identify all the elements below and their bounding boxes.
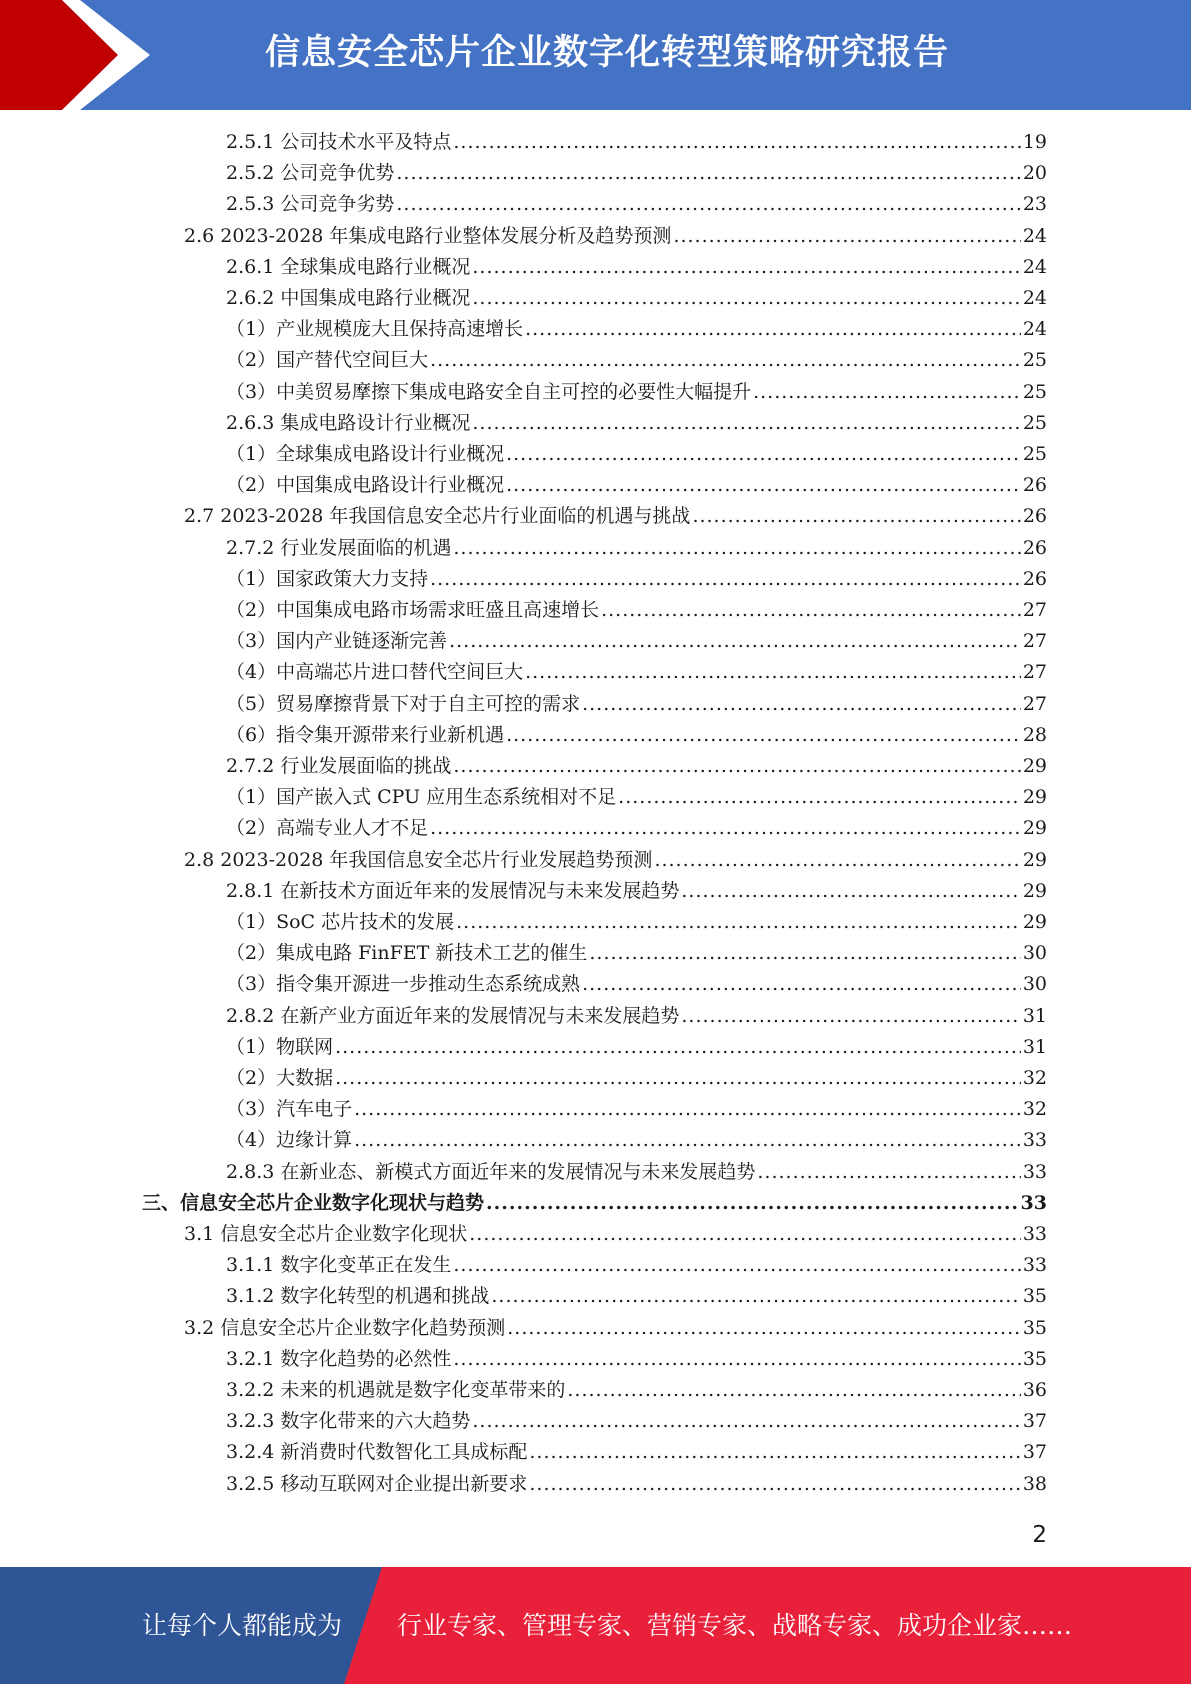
toc-entry[interactable] bbox=[226, 377, 1047, 407]
toc-entry-page: 26 bbox=[1022, 505, 1047, 528]
toc-entry-page: 25 bbox=[1022, 380, 1047, 403]
toc-entry-page: 32 bbox=[1022, 1067, 1047, 1089]
toc-entry-title: 3.2.2 未来的机遇就是数字化变革带来的 bbox=[226, 1379, 566, 1401]
toc-entry-title: （2）高端专业人才不足 bbox=[226, 817, 429, 840]
toc-entry-title: （1）国家政策大力支持 bbox=[226, 567, 429, 590]
toc-entry-title: 2.5.3 公司竞争劣势 bbox=[226, 193, 395, 216]
toc-leader-dots bbox=[354, 1125, 1021, 1155]
toc-entry-title: 3.2 信息安全芯片企业数字化趋势预测 bbox=[184, 1316, 506, 1339]
toc-entry-page: 37 bbox=[1022, 1441, 1047, 1464]
toc-entry-page: 35 bbox=[1022, 1316, 1047, 1339]
toc-entry[interactable] bbox=[226, 1063, 1047, 1093]
toc-leader-dots bbox=[430, 345, 1021, 375]
toc-leader-dots bbox=[430, 564, 1021, 594]
toc-entry[interactable] bbox=[226, 813, 1047, 843]
toc-entry-title: 2.6.1 全球集成电路行业概况 bbox=[226, 255, 471, 278]
toc-leader-dots bbox=[589, 938, 1020, 968]
toc-entry-title: 2.8 2023-2028 年我国信息安全芯片行业发展趋势预测 bbox=[184, 848, 653, 871]
toc-entry[interactable] bbox=[226, 1344, 1047, 1374]
toc-entry-title: 2.8.2 在新产业方面近年来的发展情况与未来发展趋势 bbox=[226, 1004, 680, 1027]
toc-entry-page: 26 bbox=[1022, 474, 1047, 497]
toc-entry-title: （2）中国集成电路设计行业概况 bbox=[226, 474, 505, 497]
toc-leader-dots bbox=[335, 1032, 1021, 1062]
toc-entry-title: 3.1.1 数字化变革正在发生 bbox=[226, 1254, 452, 1277]
toc-entry-page: 29 bbox=[1022, 848, 1047, 871]
toc-entry-title: 三、信息安全芯片企业数字化现状与趋势 bbox=[142, 1191, 485, 1214]
toc-entry-title: （6）指令集开源带来行业新机遇 bbox=[226, 723, 505, 746]
toc-entry[interactable] bbox=[184, 845, 1047, 875]
toc-entry[interactable] bbox=[226, 283, 1047, 313]
toc-entry-title: 3.2.1 数字化趋势的必然性 bbox=[226, 1347, 452, 1370]
toc-entry[interactable] bbox=[226, 564, 1047, 594]
toc-leader-dots bbox=[469, 1219, 1021, 1249]
header-arrow-decoration bbox=[0, 0, 160, 110]
toc-entry[interactable] bbox=[226, 439, 1047, 469]
toc-entry[interactable] bbox=[226, 595, 1047, 625]
toc-leader-dots bbox=[453, 1250, 1020, 1280]
toc-entry-page: 20 bbox=[1022, 162, 1047, 185]
toc-leader-dots bbox=[354, 1094, 1021, 1124]
toc-entry-page: 33 bbox=[1022, 1223, 1047, 1245]
toc-entry[interactable] bbox=[184, 221, 1047, 251]
toc-entry-title: （5）贸易摩擦背景下对于自主可控的需求 bbox=[226, 692, 581, 715]
toc-leader-dots bbox=[335, 1063, 1021, 1093]
toc-entry[interactable] bbox=[226, 1157, 1047, 1187]
toc-entry[interactable] bbox=[226, 720, 1047, 750]
toc-entry[interactable] bbox=[226, 470, 1047, 500]
toc-entry[interactable] bbox=[226, 907, 1047, 937]
toc-entry-page: 29 bbox=[1022, 786, 1047, 809]
toc-entry[interactable] bbox=[142, 1188, 1047, 1218]
toc-entry-title: 2.8.3 在新业态、新模式方面近年来的发展情况与未来发展趋势 bbox=[226, 1160, 756, 1183]
toc-entry-title: （2）中国集成电路市场需求旺盛且高速增长 bbox=[226, 599, 600, 621]
toc-entry-title: 2.7.2 行业发展面临的挑战 bbox=[226, 755, 452, 777]
toc-entry-page: 25 bbox=[1022, 443, 1047, 465]
toc-entry-page: 29 bbox=[1022, 755, 1047, 777]
toc-leader-dots bbox=[472, 283, 1020, 313]
toc-entry-page: 35 bbox=[1022, 1347, 1047, 1370]
toc-entry[interactable] bbox=[226, 1281, 1047, 1311]
toc-leader-dots bbox=[506, 720, 1021, 750]
toc-entry-title: （4）边缘计算 bbox=[226, 1129, 353, 1152]
toc-entry-title: 2.5.2 公司竞争优势 bbox=[226, 162, 395, 185]
toc-entry-title: （1）物联网 bbox=[226, 1035, 334, 1058]
toc-entry-title: （3）汽车电子 bbox=[226, 1098, 353, 1121]
toc-leader-dots bbox=[456, 907, 1021, 937]
page-footer bbox=[0, 1567, 1191, 1684]
toc-entry-title: （2）国产替代空间巨大 bbox=[226, 349, 429, 372]
toc-entry[interactable] bbox=[226, 533, 1047, 563]
toc-entry-page: 27 bbox=[1022, 661, 1047, 684]
toc-entry[interactable] bbox=[226, 938, 1047, 968]
toc-leader-dots bbox=[529, 1469, 1020, 1499]
toc-entry-title: 2.6.2 中国集成电路行业概况 bbox=[226, 287, 471, 309]
toc-entry-title: 3.1 信息安全芯片企业数字化现状 bbox=[184, 1223, 468, 1245]
toc-entry[interactable] bbox=[226, 408, 1047, 438]
toc-leader-dots bbox=[449, 626, 1021, 656]
toc-entry-title: （3）中美贸易摩擦下集成电路安全自主可控的必要性大幅提升 bbox=[226, 380, 752, 403]
toc-entry[interactable] bbox=[184, 1219, 1047, 1249]
toc-entry-page: 30 bbox=[1022, 973, 1047, 996]
toc-entry-page: 30 bbox=[1022, 942, 1047, 965]
toc-leader-dots bbox=[618, 782, 1021, 812]
toc-leader-dots bbox=[582, 969, 1021, 999]
toc-entry-title: 2.7.2 行业发展面临的机遇 bbox=[226, 536, 452, 559]
toc-leader-dots bbox=[472, 408, 1020, 438]
toc-entry-page: 24 bbox=[1022, 318, 1047, 341]
toc-entry-page: 27 bbox=[1022, 630, 1047, 653]
toc-entry-title: （2）大数据 bbox=[226, 1067, 334, 1089]
toc-entry-page: 24 bbox=[1022, 255, 1047, 278]
toc-entry-page: 36 bbox=[1022, 1379, 1047, 1401]
toc-leader-dots bbox=[472, 252, 1020, 282]
toc-entry-page: 33 bbox=[1022, 1254, 1047, 1277]
toc-entry-title: 3.1.2 数字化转型的机遇和挑战 bbox=[226, 1285, 490, 1308]
toc-entry-page: 38 bbox=[1022, 1472, 1047, 1495]
toc-entry[interactable] bbox=[226, 158, 1047, 188]
toc-leader-dots bbox=[453, 751, 1020, 781]
toc-entry[interactable] bbox=[226, 689, 1047, 719]
toc-entry-page: 19 bbox=[1022, 131, 1047, 153]
toc-leader-dots bbox=[681, 1001, 1020, 1031]
toc-entry-page: 27 bbox=[1022, 599, 1047, 621]
page-header bbox=[0, 0, 1191, 110]
toc-leader-dots bbox=[472, 1406, 1020, 1436]
report-title: 信息安全芯片企业数字化转型策略研究报告 bbox=[265, 33, 950, 73]
toc-entry-title: （3）国内产业链逐渐完善 bbox=[226, 630, 448, 653]
toc-entry-title: 3.2.5 移动互联网对企业提出新要求 bbox=[226, 1472, 528, 1495]
toc-entry-page: 37 bbox=[1022, 1410, 1047, 1433]
toc-entry-page: 31 bbox=[1022, 1035, 1047, 1058]
toc-entry-page: 35 bbox=[1022, 1285, 1047, 1308]
toc-leader-dots bbox=[491, 1281, 1020, 1311]
toc-entry-title: 2.5.1 公司技术水平及特点 bbox=[226, 131, 452, 153]
toc-leader-dots bbox=[525, 657, 1021, 687]
toc-entry[interactable] bbox=[184, 501, 1047, 531]
toc-entry[interactable] bbox=[226, 1437, 1047, 1467]
toc-entry-page: 28 bbox=[1022, 723, 1047, 746]
toc-leader-dots bbox=[396, 189, 1020, 219]
toc-entry-page: 27 bbox=[1022, 692, 1047, 715]
toc-leader-dots bbox=[453, 533, 1020, 563]
toc-entry[interactable] bbox=[226, 657, 1047, 687]
toc-entry[interactable] bbox=[226, 314, 1047, 344]
toc-entry-title: （1）SoC 芯片技术的发展 bbox=[226, 911, 455, 933]
toc-entry-title: （1）国产嵌入式 CPU 应用生态系统相对不足 bbox=[226, 786, 617, 809]
toc-entry[interactable] bbox=[226, 751, 1047, 781]
toc-entry-page: 24 bbox=[1022, 224, 1047, 247]
toc-leader-dots bbox=[753, 377, 1021, 407]
toc-entry[interactable] bbox=[226, 626, 1047, 656]
toc-leader-dots bbox=[525, 314, 1021, 344]
toc-entry[interactable] bbox=[226, 969, 1047, 999]
toc-leader-dots bbox=[453, 1344, 1020, 1374]
toc-entry[interactable] bbox=[226, 1094, 1047, 1124]
toc-leader-dots bbox=[567, 1375, 1020, 1405]
toc-entry[interactable] bbox=[226, 1250, 1047, 1280]
toc-entry-title: （1）产业规模庞大且保持高速增长 bbox=[226, 318, 524, 341]
toc-entry[interactable] bbox=[226, 1406, 1047, 1436]
toc-leader-dots bbox=[430, 813, 1021, 843]
toc-leader-dots bbox=[654, 845, 1020, 875]
toc-entry[interactable] bbox=[226, 127, 1047, 157]
toc-entry-title: 2.6.3 集成电路设计行业概况 bbox=[226, 411, 471, 434]
toc-entry-page: 26 bbox=[1022, 536, 1047, 559]
toc-entry-page: 29 bbox=[1022, 879, 1047, 902]
toc-entry[interactable] bbox=[226, 1375, 1047, 1405]
toc-entry-page: 29 bbox=[1022, 817, 1047, 840]
footer-slogan-left: 让每个人都能成为 bbox=[142, 1611, 343, 1640]
toc-leader-dots bbox=[507, 1313, 1021, 1343]
toc-entry[interactable] bbox=[226, 1469, 1047, 1499]
toc-entry-title: 2.8.1 在新技术方面近年来的发展情况与未来发展趋势 bbox=[226, 879, 680, 902]
toc-entry-page: 26 bbox=[1022, 567, 1047, 590]
toc-leader-dots bbox=[601, 595, 1021, 625]
toc-entry-title: （2）集成电路 FinFET 新技术工艺的催生 bbox=[226, 942, 588, 965]
toc-leader-dots bbox=[681, 876, 1020, 906]
toc-entry-title: （4）中高端芯片进口替代空间巨大 bbox=[226, 661, 524, 684]
toc-entry-title: 2.7 2023-2028 年我国信息安全芯片行业面临的机遇与挑战 bbox=[184, 505, 691, 528]
toc-entry[interactable] bbox=[226, 1125, 1047, 1155]
toc-leader-dots bbox=[582, 689, 1021, 719]
toc-entry-page: 24 bbox=[1022, 287, 1047, 309]
toc-entry-page: 25 bbox=[1022, 349, 1047, 372]
toc-entry-title: 2.6 2023-2028 年集成电路行业整体发展分析及趋势预测 bbox=[184, 224, 672, 247]
toc-entry-title: 3.2.4 新消费时代数智化工具成标配 bbox=[226, 1441, 528, 1464]
footer-slogan-right: 行业专家、管理专家、营销专家、战略专家、成功企业家…… bbox=[397, 1611, 1073, 1640]
toc-entry[interactable] bbox=[226, 345, 1047, 375]
toc-leader-dots bbox=[757, 1157, 1020, 1187]
toc-entry-page: 33 bbox=[1022, 1160, 1047, 1183]
toc-entry[interactable] bbox=[226, 189, 1047, 219]
page-number: 2 bbox=[1032, 1522, 1047, 1548]
toc-leader-dots bbox=[506, 439, 1021, 469]
toc-entry-page: 23 bbox=[1022, 193, 1047, 216]
toc-entry[interactable] bbox=[184, 1313, 1047, 1343]
toc-leader-dots bbox=[453, 127, 1020, 157]
toc-entry-title: （1）全球集成电路设计行业概况 bbox=[226, 443, 505, 465]
toc-entry[interactable] bbox=[226, 876, 1047, 906]
toc-entry[interactable] bbox=[226, 782, 1047, 812]
toc-leader-dots bbox=[673, 221, 1020, 251]
toc-entry-title: 3.2.3 数字化带来的六大趋势 bbox=[226, 1410, 471, 1433]
toc-entry-page: 31 bbox=[1022, 1004, 1047, 1027]
toc-leader-dots bbox=[396, 158, 1020, 188]
toc-entry-page: 33 bbox=[1020, 1191, 1047, 1214]
toc-entry-page: 32 bbox=[1022, 1098, 1047, 1121]
toc-entry[interactable] bbox=[226, 1001, 1047, 1031]
toc-entry-page: 25 bbox=[1022, 411, 1047, 434]
toc-entry-page: 33 bbox=[1022, 1129, 1047, 1152]
toc-entry[interactable] bbox=[226, 1032, 1047, 1062]
toc-entry[interactable] bbox=[226, 252, 1047, 282]
toc-entry-page: 29 bbox=[1022, 911, 1047, 933]
toc-leader-dots bbox=[486, 1188, 1019, 1218]
toc-leader-dots bbox=[692, 501, 1020, 531]
toc-entry-title: （3）指令集开源进一步推动生态系统成熟 bbox=[226, 973, 581, 996]
toc-leader-dots bbox=[506, 470, 1021, 500]
toc-leader-dots bbox=[529, 1437, 1020, 1467]
